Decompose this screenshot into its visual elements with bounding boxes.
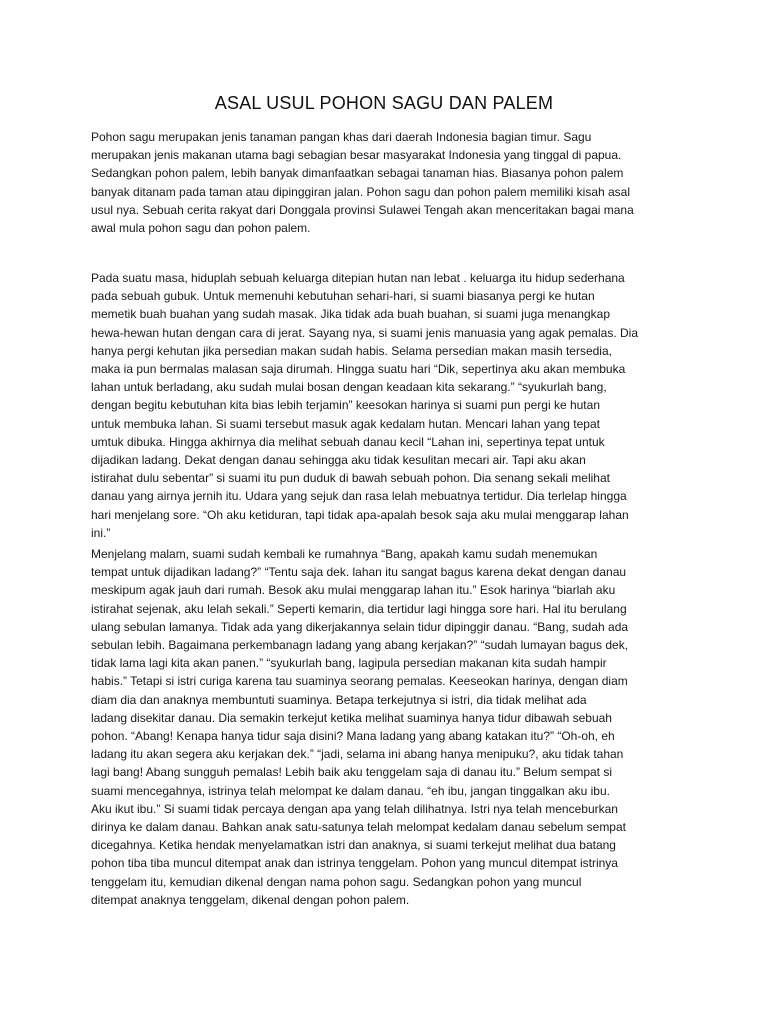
paragraph-story-part-1: Pada suatu masa, hiduplah sebuah keluarga ditepian hutan nan lebat . keluarga itu hidup sederhana pada sebuah gubuk. Untuk memenuhi kebutuhan sehari-hari, si suami biasanya pergi ke hutan memetik buah buahan yang sudah masak. Jika tidak ada buah buahan, si suami juga menangkap hewa-hewan hutan dengan cara di jerat. Sayang nya, si suami jenis manuasia yang agak pemalas. Dia hanya pergi kehutan jika persedian makan sudah habis. Selama persedian makan masih tersedia, maka ia pun bermalas malasan saja dirumah. Hingga suatu hari “Dik, sepertinya aku akan membuka lahan untuk berladang, aku sudah mulai bosan dengan keadaan kita sekarang.” “syukurlah bang, dengan begitu kebutuhan kita bias lebih terjamin” keesokan harinya si suami pun pergi ke hutan untuk membuka lahan. Si suami tersebut masuk agak kedalam hutan. Mencari lahan yang tepat umtuk dibuka. Hingga akhirnya dia melihat sebuah danau kecil “Lahan ini, sepertinya tepat untuk dijadikan ladang. Dekat dengan danau sehingga aku tidak kesulitan mecari air. Tapi aku akan istirahat dulu sebentar” si suami itu pun duduk di bawah sebuah pohon. Dia senang sekali melihat danau yang airnya jernih itu. Udara yang sejuk dan rasa lelah mebuatnya tertidur. Dia terlelap hingga hari menjelang sore. “Oh aku ketiduran, tapi tidak apa-apalah besok saja aku mulai menggarap lahan ini.” bbox=[91, 271, 638, 540]
document-title: ASAL USUL POHON SAGU DAN PALEM bbox=[214, 93, 554, 113]
paragraph-story-part-2: Menjelang malam, suami sudah kembali ke rumahnya “Bang, apakah kamu sudah menemukan tempat untuk dijadikan ladang?” “Tentu saja dek. lahan itu sangat bagus karena dekat dengan danau meskipum agak jauh dari rumah. Besok aku mulai menggarap lahan itu.” Esok harinya “biarlah aku istirahat sejenak, aku lelah sekali.” Seperti kemarin, dia tertidur lagi hingga sore hari. Hal itu berulang ulang sebulan lamanya. Tidak ada yang dikerjakannya selain tidur dipinggir danau. “Bang, sudah ada sebulan lebih. Bagaimana perkembanagn ladang yang abang kerjakan?” “sudah lumayan bagus dek, tidak lama lagi kita akan panen.” “syukurlah bang, lagipula persedian makanan kita sudah hampir habis.” Tetapi si istri curiga karena tau suaminya seorang pemalas. Keeseokan harinya, dengan diam diam dia dan anaknya membuntuti suaminya. Betapa terkejutnya si istri, dia tidak melihat ada ladang disekitar danau. Dia semakin terkejut ketika melihat suaminya hanya tidur dibawah sebuah pohon. “Abang! Kenapa hanya tidur saja disini? Mana ladang yang abang katakan itu?” “Oh-oh, eh ladang itu akan segera aku kerjakan dek.” “jadi, selama ini abang hanya menipuku?, aku tidak tahan lagi bang! Abang sungguh pemalas! Lebih baik aku tenggelam saja di danau itu.” Belum sempat si suami mencegahnya, istrinya telah melompat ke dalam danau. “eh ibu, jangan tinggalkan aku ibu. Aku ikut ibu.” Si suami tidak percaya dengan apa yang telah dilihatnya. Istri nya telah menceburkan dirinya ke dalam danau. Bahkan anak satu-satunya telah melompat kedalam danau sebelum sempat dicegahnya. Ketika hendak menyelamatkan istri dan anaknya, si suami terkejut melihat dua batang pohon tiba tiba muncul ditempat anak dan istrinya tenggelam. Pohon yang muncul ditempat istrinya tenggelam itu, kemudian dikenal dengan nama pohon sagu. Sedangkan pohon yang muncul ditempat anaknya tenggelam, dikenal dengan pohon palem. bbox=[91, 547, 629, 907]
paragraph-intro: Pohon sagu merupakan jenis tanaman pangan khas dari daerah Indonesia bagian timur. Sagu merupakan jenis makanan utama bagi sebagian besar masyarakat Indonesia yang tinggal di papua. Sedangkan pohon palem, lebih banyak dimanfaatkan sebagai tanaman hias. Biasanya pohon palem banyak ditanam pada taman atau dipinggiran jalan. Pohon sagu dan pohon palem memiliki kisah asal usul nya. Sebuah cerita rakyat dari Donggala provinsi Sulawei Tengah akan menceritakan bagai mana awal mula pohon sagu dan pohon palem. bbox=[91, 130, 634, 236]
